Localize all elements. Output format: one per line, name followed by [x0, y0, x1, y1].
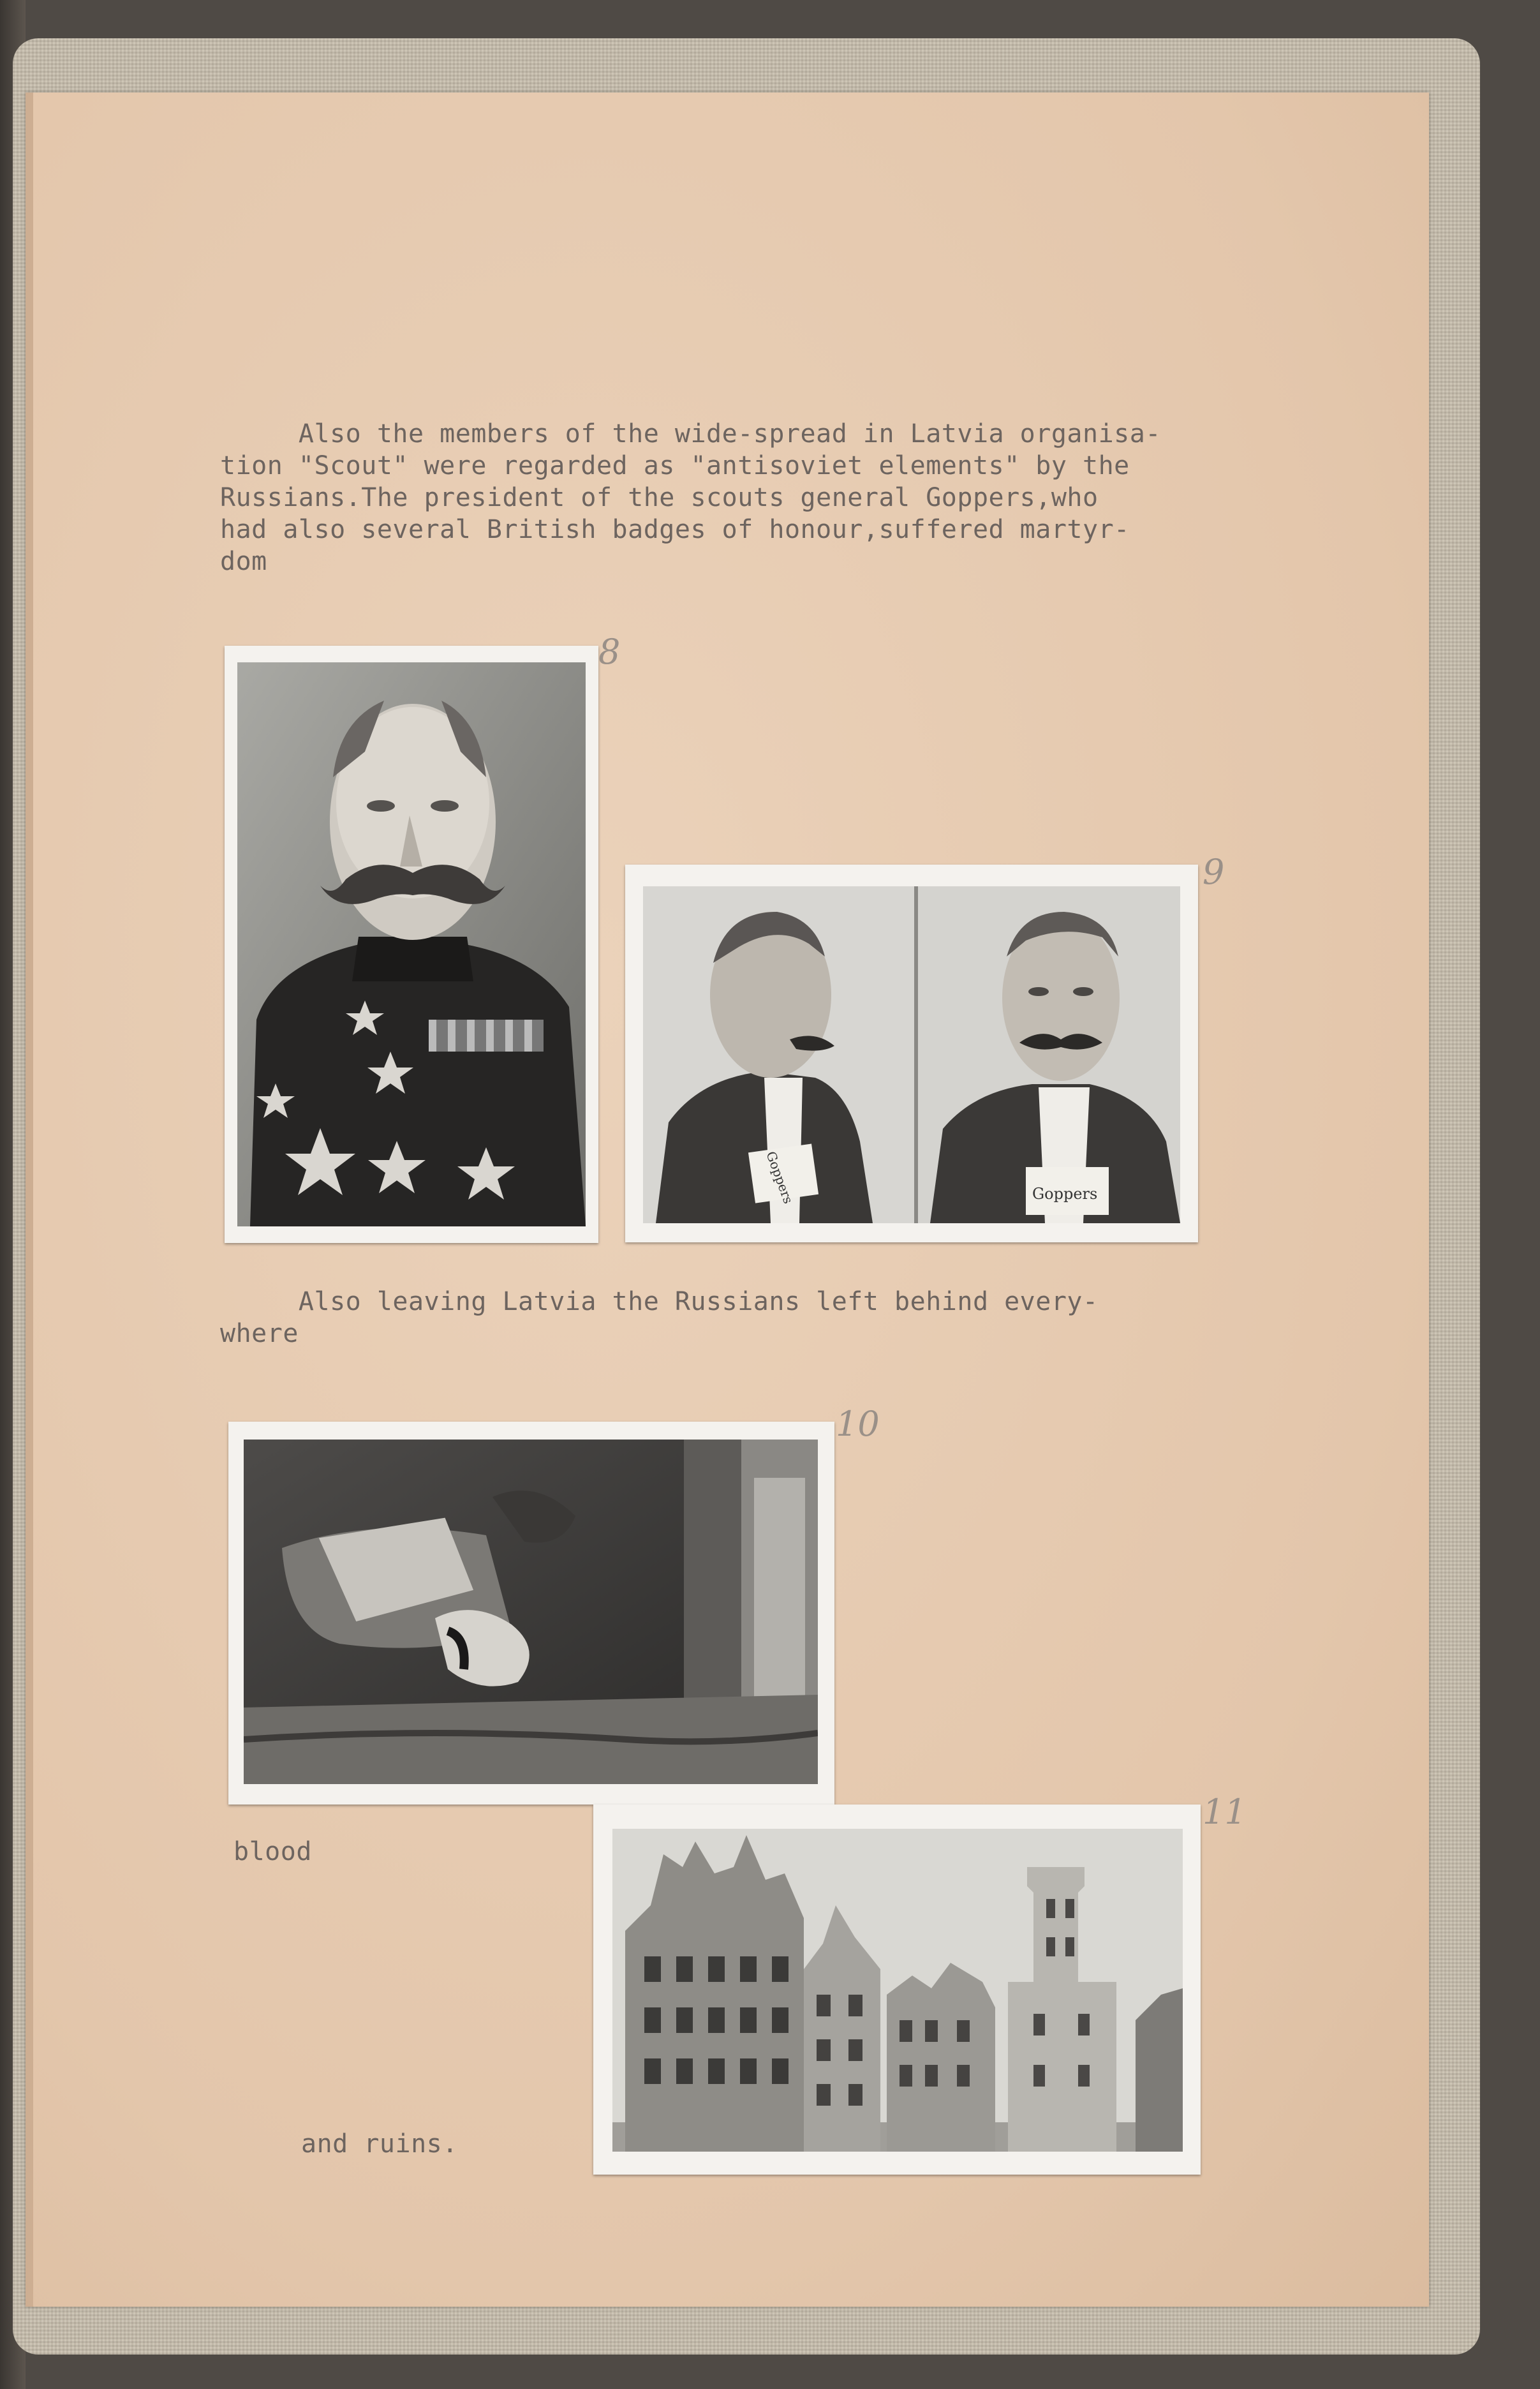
photo-mugshots — [625, 865, 1198, 1242]
photo-general-portrait — [225, 646, 598, 1243]
paragraph-leaving-line-1: Also leaving Latvia the Russians left behind every- — [220, 1287, 1099, 1316]
page-edge — [26, 93, 33, 2307]
photo-blood — [228, 1422, 834, 1805]
paragraph-scout-line-3: Russians.The president of the scouts general Goppers,who — [220, 483, 1099, 512]
caption-blood: blood — [233, 1837, 312, 1866]
paragraph-scout-line-2: tion "Scout" were regarded as "antisoviet elements" by the — [220, 451, 1130, 480]
photo-number-11: 11 — [1203, 1792, 1247, 1832]
photo-number-10: 10 — [836, 1404, 880, 1444]
ruins-image — [612, 1829, 1183, 2152]
photo-number-9: 9 — [1203, 852, 1225, 892]
paragraph-scout-line-1: Also the members of the wide-spread in Latvia organisa- — [220, 419, 1161, 449]
paragraph-leaving-line-2: where — [220, 1319, 299, 1348]
photo-ruins — [593, 1805, 1201, 2175]
mugshot-tag-left: Goppers — [763, 1149, 796, 1206]
paragraph-scout-line-5: dom — [220, 547, 267, 576]
paragraph-scout-line-4: had also several British badges of honour,suffered martyr- — [220, 515, 1130, 544]
mugshot-image — [643, 886, 1180, 1223]
mugshot-tag-right: Goppers — [1032, 1185, 1098, 1203]
caption-ruins: and ruins. — [301, 2129, 458, 2159]
general-portrait-image — [237, 662, 586, 1226]
blood-image — [244, 1440, 818, 1784]
photo-number-8: 8 — [598, 632, 621, 672]
